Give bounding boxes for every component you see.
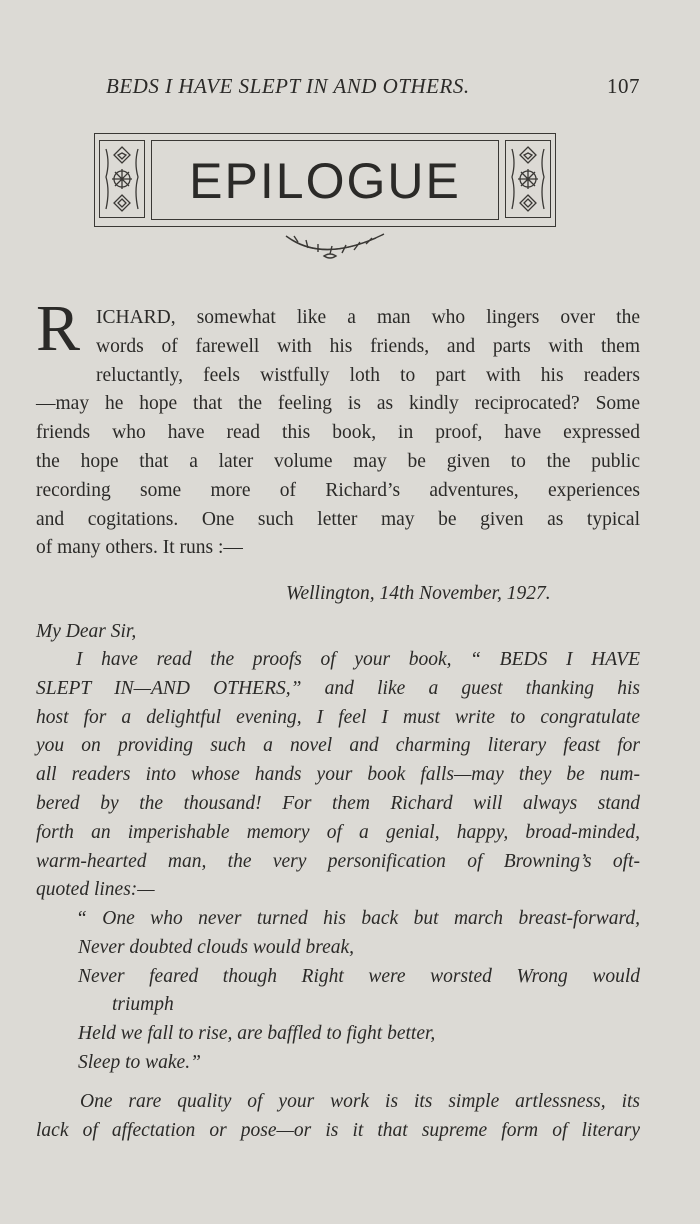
letter-line: bered by the thousand! For them Richard will always stand: [36, 793, 640, 814]
letter-salutation: My Dear Sir,: [36, 621, 137, 642]
poem-line: Sleep to wake.”: [78, 1052, 201, 1073]
letter-line: warm-hearted man, the very personification of Browning’s oft-: [36, 850, 640, 872]
letter-dateline: Wellington, 14th November, 1927.: [286, 583, 551, 604]
intro-line: words of farewell with his friends, and parts with them: [96, 335, 640, 357]
intro-line: recording some more of Richard’s adventures, experiences: [36, 479, 640, 501]
letter-line: forth an imperishable memory of a genial, happy, broad-minded,: [36, 821, 640, 843]
poem-line: Never feared though Right were worsted Wrong would: [78, 965, 640, 987]
letter-line: I have read the proofs of your book, “ BEDS I HAVE: [76, 649, 640, 670]
letter-line: One rare quality of your work is its simple artlessness, its: [80, 1091, 640, 1112]
letter-line: host for a delightful evening, I feel I must write to congratulate: [36, 706, 640, 728]
intro-line: reluctantly, feels wistfully loth to part with his readers: [96, 364, 640, 386]
poem-line: “ One who never turned his back but march breast-forward,: [76, 908, 640, 929]
intro-line: friends who have read this book, in proof, have expressed: [36, 422, 640, 444]
chapter-title: EPILOGUE: [189, 153, 461, 209]
epilogue-banner: [94, 133, 556, 227]
page-number: 107: [607, 74, 640, 98]
poem-line: Never doubted clouds would break,: [78, 936, 355, 958]
letter-line: all readers into whose hands your book falls—may they be num-: [36, 764, 640, 786]
letter-line: quoted lines:—: [36, 879, 155, 901]
garland-ornament-icon: [284, 230, 388, 271]
letter-line: SLEPT IN—AND OTHERS,” and like a guest thanking his: [36, 677, 640, 699]
drop-cap: R: [36, 292, 81, 365]
letter-line: lack of affectation or pose—or is it that supreme form of literary: [36, 1119, 640, 1141]
intro-line: ICHARD, somewhat like a man who lingers over the: [96, 307, 640, 328]
letter-line: you on providing such a novel and charming literary feast for: [36, 735, 640, 757]
poem-line: triumph: [112, 994, 174, 1016]
running-head-title: BEDS I HAVE SLEPT IN AND OTHERS.: [106, 74, 470, 98]
intro-line: and cogitations. One such letter may be given as typical: [36, 508, 640, 530]
floral-ornament-icon: [505, 140, 551, 218]
intro-line: —may he hope that the feeling is as kindly reciprocated? Some: [36, 393, 640, 415]
intro-line: of many others. It runs :—: [36, 537, 243, 559]
poem-line: Held we fall to rise, are baffled to fight better,: [78, 1023, 436, 1045]
intro-line: the hope that a later volume may be given to the public: [36, 451, 640, 472]
